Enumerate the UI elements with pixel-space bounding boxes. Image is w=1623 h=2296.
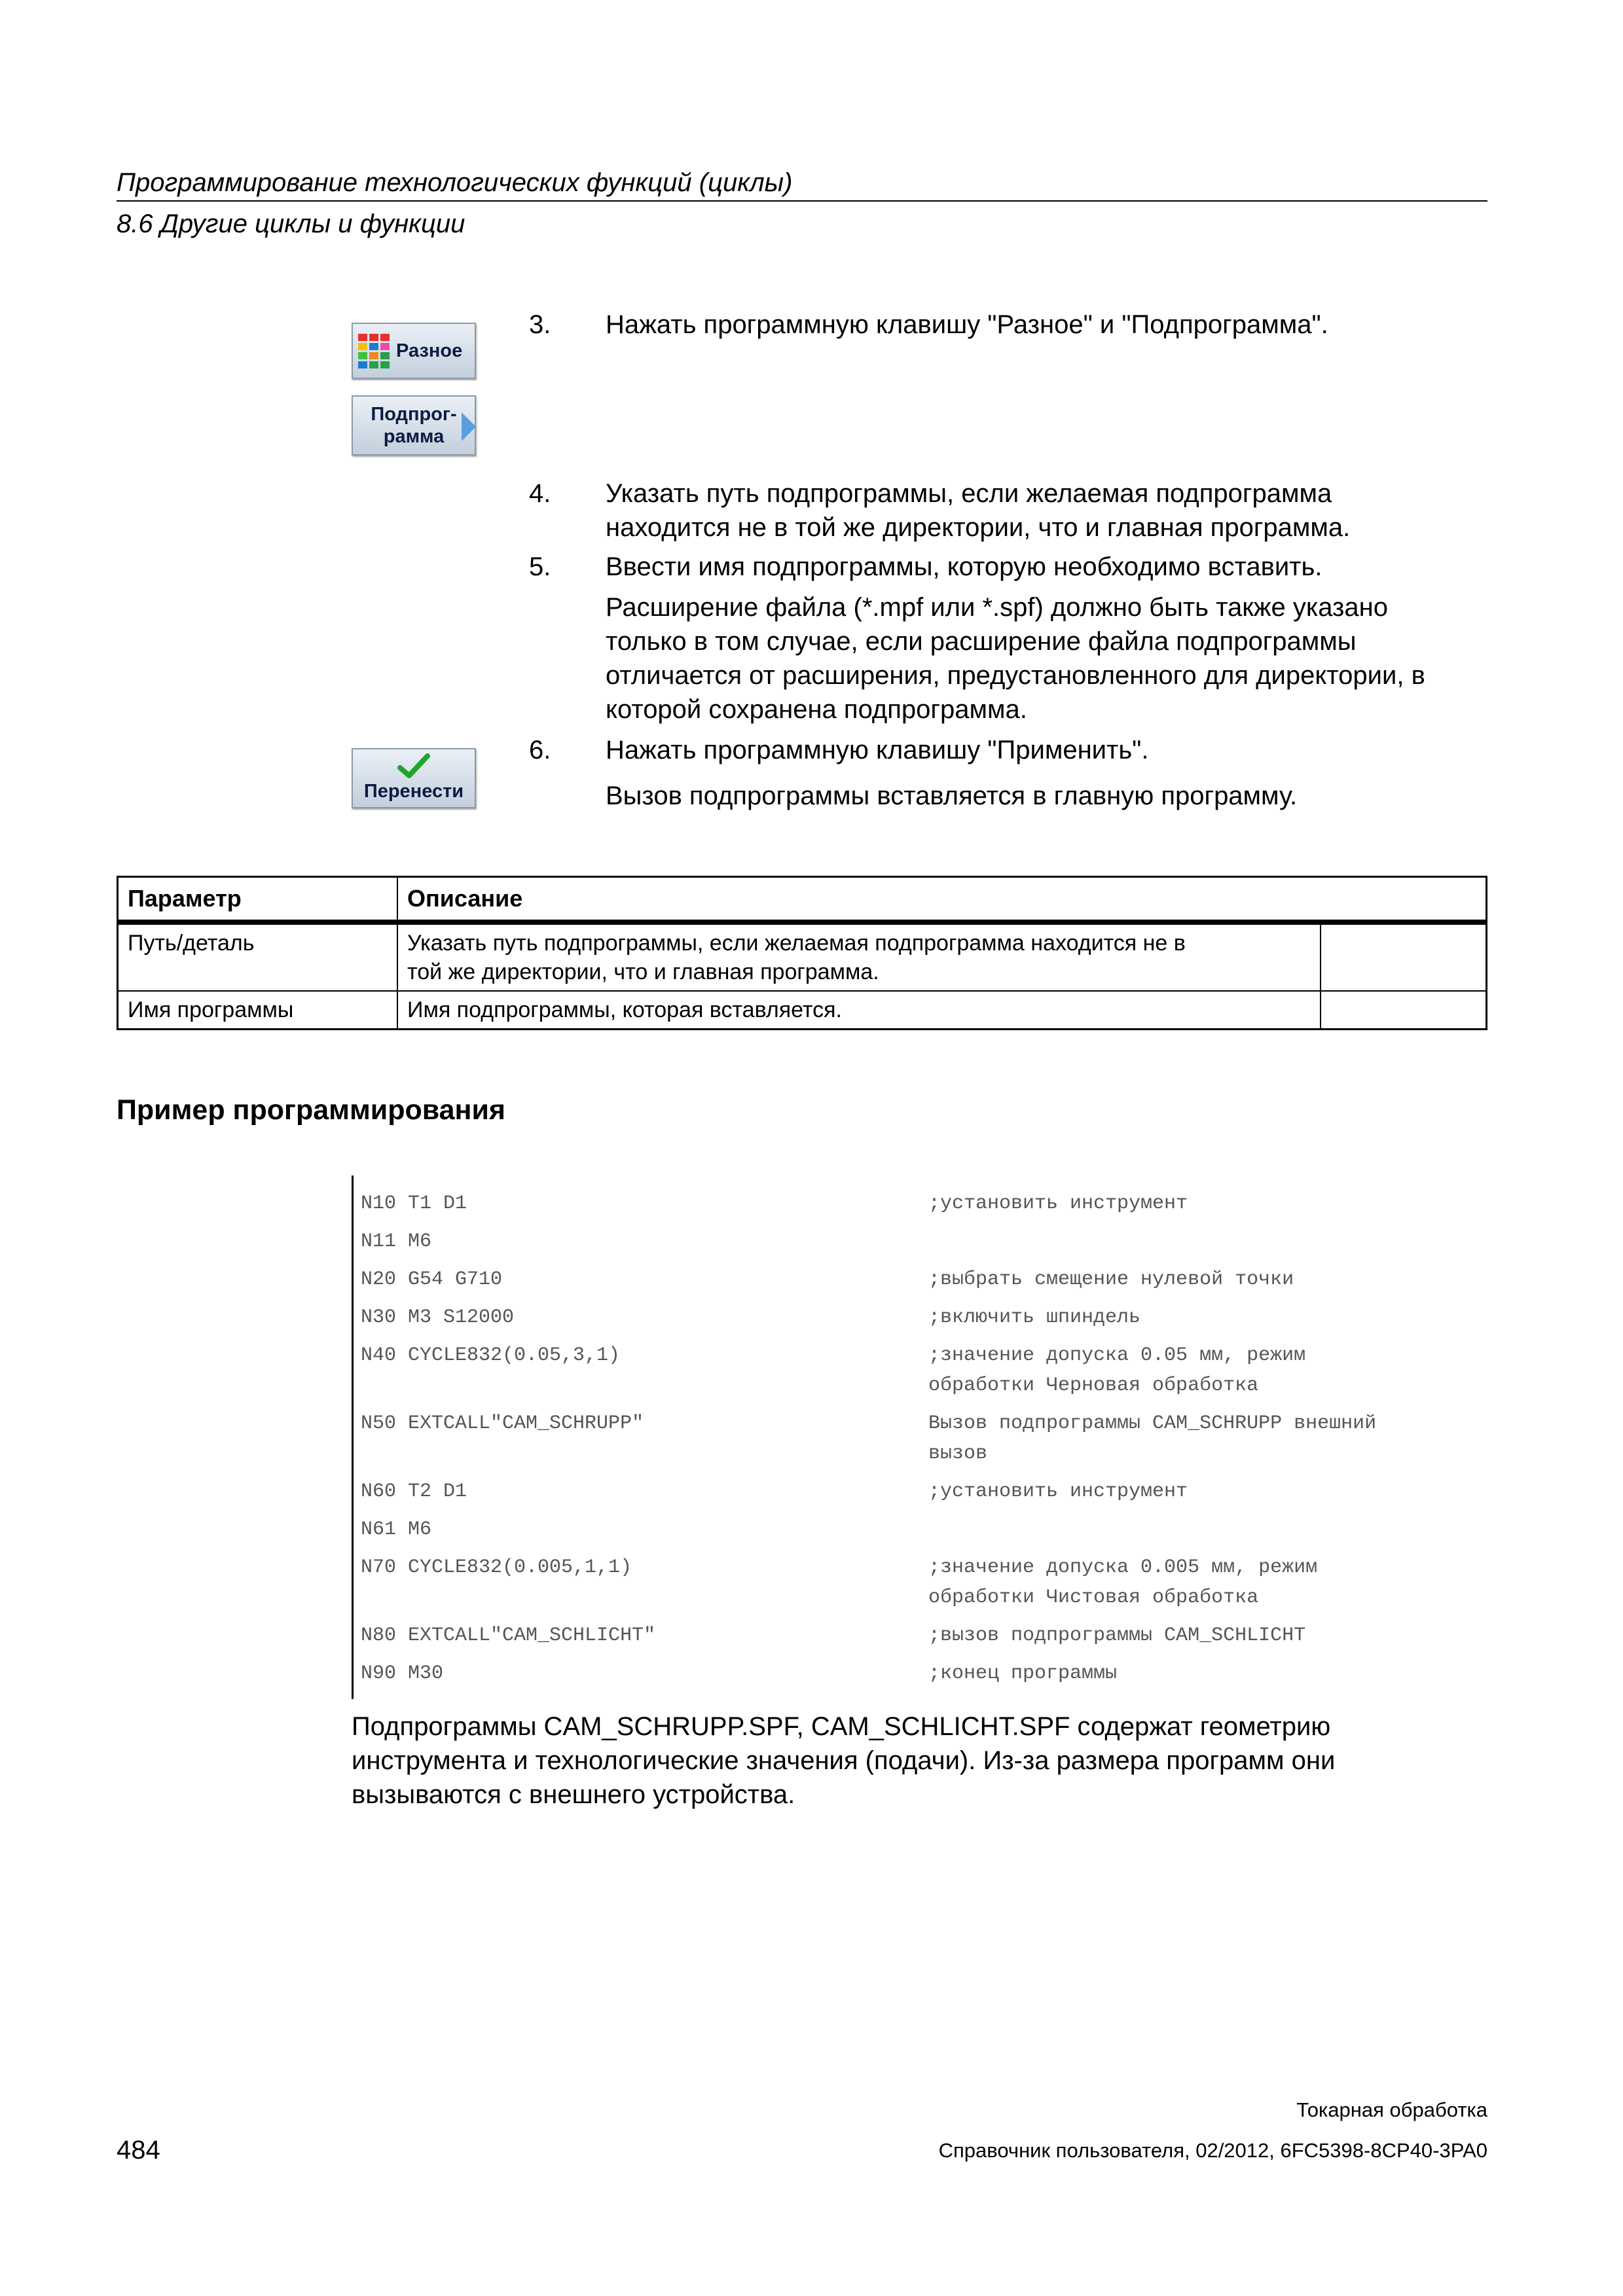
code-comment: вызов — [928, 1443, 988, 1465]
code-comment: ;вызов подпрограммы CAM_SCHLICHT — [928, 1624, 1306, 1647]
misc-grid-icon — [358, 334, 390, 368]
step-line: отличается от расширения, предустановленного для директории, в — [606, 661, 1425, 690]
step-text — [606, 550, 1489, 584]
desc-line: Указать путь подпрограммы, если желаемая подпрограмма находится не в — [407, 931, 1186, 956]
code-command: N61 M6 — [361, 1518, 432, 1541]
param-name: Имя программы — [119, 992, 398, 1028]
footer-product: Токарная обработка — [1296, 2098, 1487, 2121]
code-comment: Вызов подпрограммы CAM_SCHRUPP внешний — [928, 1412, 1377, 1435]
step-number: 5. — [529, 552, 551, 581]
code-comment: обработки Чистовая обработка — [928, 1587, 1259, 1609]
para-line: Подпрограммы CAM_SCHRUPP.SPF, CAM_SCHLICHT.SPF содержат геометрию — [352, 1712, 1331, 1741]
code-command: N90 M30 — [361, 1662, 444, 1685]
footer-manual: Справочник пользователя, 02/2012, 6FC5398-8CP40-3PA0 — [938, 2139, 1487, 2162]
para-line: инструмента и технологические значения (подачи). Из-за размера программ они — [352, 1746, 1336, 1775]
step-line: Вызов подпрограммы вставляется в главную программу. — [606, 781, 1298, 810]
example-heading: Пример программирования — [117, 1094, 506, 1126]
code-comment: ;конец программы — [928, 1662, 1118, 1685]
code-comment: ;установить инструмент — [928, 1193, 1188, 1215]
apply-softkey-label: Перенести — [363, 781, 464, 802]
step-line: находится не в той же директории, что и главная программа. — [606, 513, 1351, 542]
code-command: N60 T2 D1 — [361, 1480, 467, 1503]
table-header — [119, 878, 1486, 924]
step-note — [606, 590, 1489, 726]
misc-softkey[interactable] — [352, 323, 476, 379]
step-text — [606, 308, 1489, 342]
parameter-table — [117, 876, 1487, 1030]
subprogram-softkey[interactable] — [352, 395, 476, 456]
code-comment: ;выбрать смещение нулевой точки — [928, 1268, 1294, 1291]
code-command: N70 CYCLE832(0.005,1,1) — [361, 1556, 632, 1579]
table-row — [119, 990, 1486, 1028]
step-line: Указать путь подпрограммы, если желаемая подпрограмма — [606, 479, 1332, 508]
step-number: 3. — [529, 310, 551, 339]
step-line: которой сохранена подпрограмма. — [606, 695, 1027, 724]
checkmark-icon — [397, 753, 430, 780]
subprogram-softkey-label-1: Подпрог- — [371, 404, 457, 425]
header-divider — [117, 200, 1487, 202]
misc-softkey-label: Разное — [396, 340, 463, 361]
arrow-right-icon — [462, 412, 476, 441]
code-comment: ;значение допуска 0.005 мм, режим — [928, 1556, 1318, 1579]
step-number: 4. — [529, 479, 551, 508]
code-comment: обработки Черновая обработка — [928, 1374, 1259, 1397]
para-line: вызываются с внешнего устройства. — [352, 1780, 795, 1809]
step-line: Нажать программную клавишу "Разное" и "Подпрограмма". — [606, 310, 1328, 339]
step-number: 6. — [529, 736, 551, 764]
step-line: Нажать программную клавишу "Применить". — [606, 736, 1149, 764]
section-title: 8.6 Другие циклы и функции — [117, 209, 465, 238]
header-parameter: Параметр — [119, 878, 398, 920]
code-command: N20 G54 G710 — [361, 1268, 503, 1291]
param-extra — [1321, 925, 1486, 990]
step-text — [606, 476, 1489, 545]
apply-softkey[interactable] — [352, 748, 476, 808]
step-line: только в том случае, если расширение файла подпрограммы — [606, 627, 1357, 656]
code-margin-bar — [352, 1175, 354, 1699]
code-command: N80 EXTCALL"CAM_SCHLICHT" — [361, 1624, 656, 1647]
chapter-title: Программирование технологических функций (циклы) — [117, 168, 793, 197]
table-row — [119, 924, 1486, 990]
param-extra — [1321, 992, 1486, 1028]
code-comment: ;значение допуска 0.05 мм, режим — [928, 1344, 1306, 1367]
step-note — [606, 779, 1489, 813]
param-name: Путь/деталь — [119, 925, 398, 990]
step-line: Ввести имя подпрограммы, которую необходимо вставить. — [606, 552, 1322, 581]
subprogram-softkey-label-2: рамма — [383, 426, 445, 447]
closing-paragraph — [352, 1710, 1497, 1812]
code-command: N30 M3 S12000 — [361, 1306, 515, 1329]
step-line: Расширение файла (*.mpf или *.spf) должно быть также указано — [606, 593, 1388, 622]
code-command: N40 CYCLE832(0.05,3,1) — [361, 1344, 621, 1367]
desc-line: Имя подпрограммы, которая вставляется. — [407, 997, 842, 1022]
code-command: N11 M6 — [361, 1230, 432, 1253]
code-command: N10 T1 D1 — [361, 1193, 467, 1215]
code-comment: ;включить шпиндель — [928, 1306, 1141, 1329]
step-text — [606, 733, 1489, 767]
param-description — [398, 925, 1321, 990]
code-command: N50 EXTCALL"CAM_SCHRUPP" — [361, 1412, 644, 1435]
desc-line: той же директории, что и главная программа. — [407, 960, 879, 984]
code-comment: ;установить инструмент — [928, 1480, 1188, 1503]
header-description: Описание — [407, 885, 523, 912]
page-number: 484 — [117, 2136, 160, 2164]
param-description — [398, 992, 1321, 1028]
